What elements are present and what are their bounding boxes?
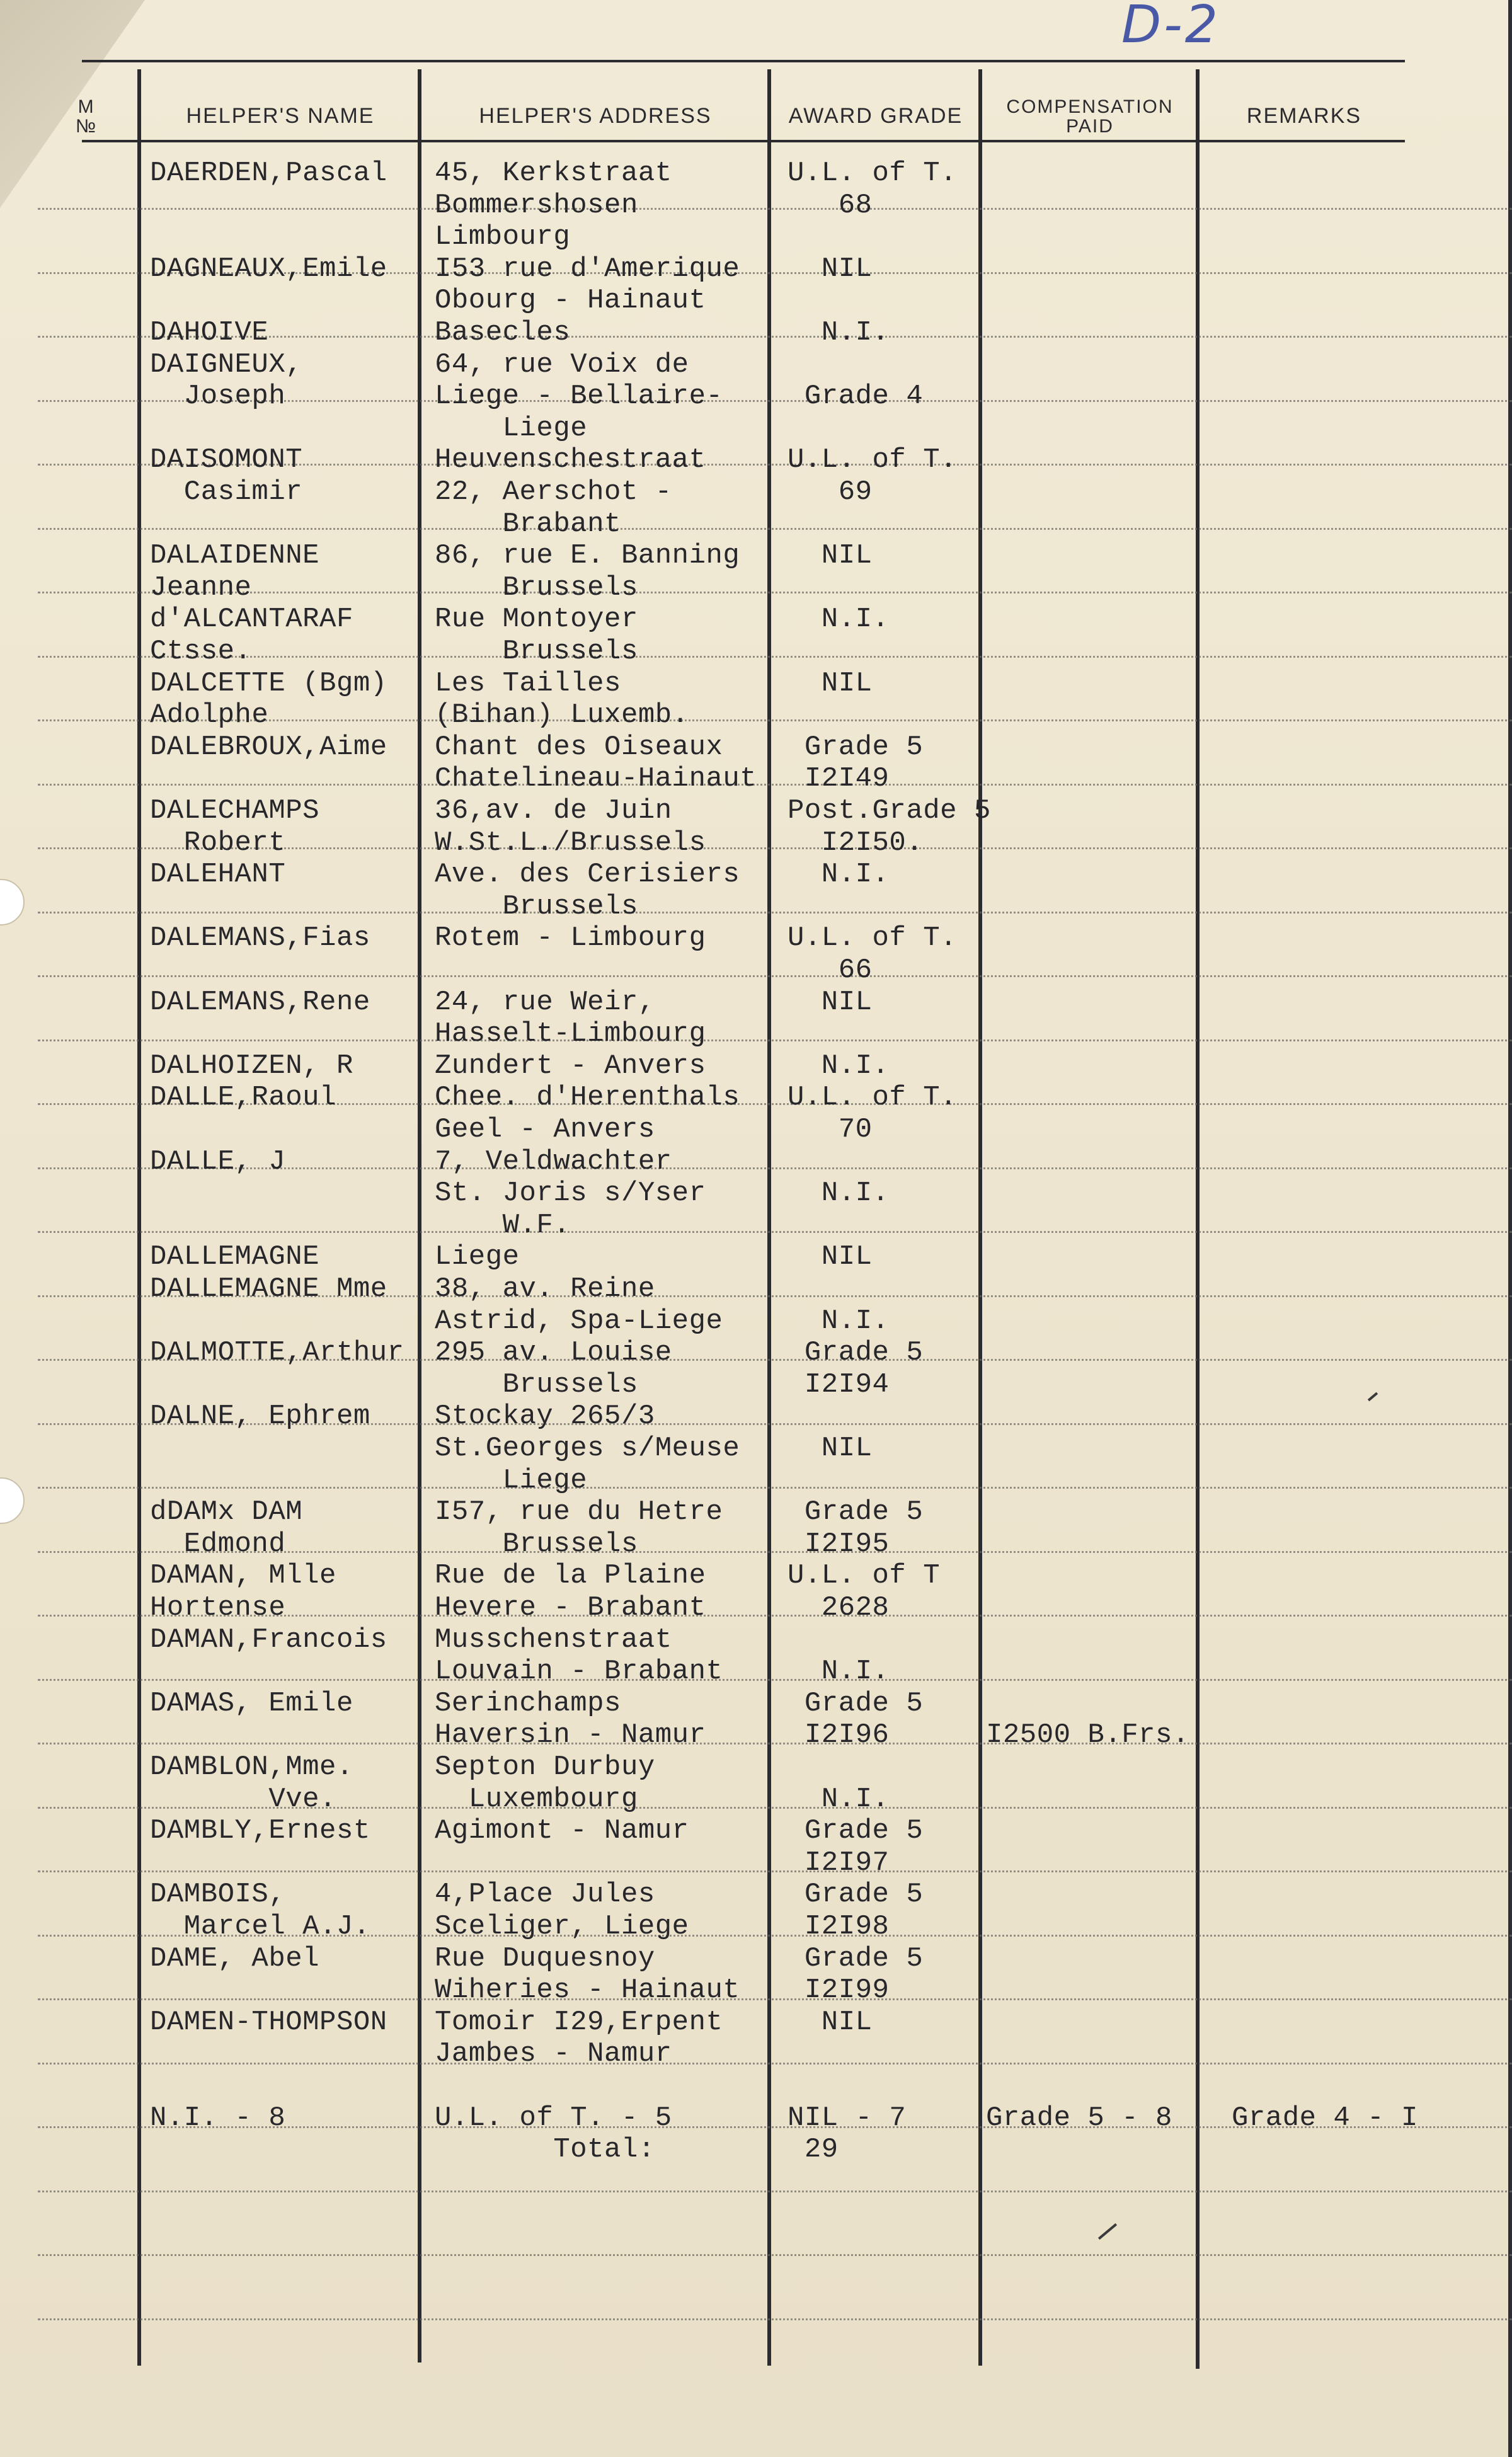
- helper-address-text: Chatelineau-Hainaut: [435, 763, 757, 795]
- helper-address-text: Haversin - Namur: [435, 1719, 706, 1751]
- award-grade-text: N.I.: [788, 317, 890, 348]
- helper-address-text: Chee. d'Herenthals: [435, 1082, 740, 1114]
- award-grade-text: Grade 5: [788, 1879, 924, 1911]
- helper-name-text: DAIGNEUX,: [150, 348, 303, 381]
- header-claim-number: M №: [76, 96, 98, 137]
- helper-address-text: Brussels: [435, 1528, 638, 1560]
- helper-name-text: Edmond: [150, 1528, 286, 1560]
- helper-address-text: Limbourg: [435, 221, 571, 253]
- helper-address-text: Obourg - Hainaut: [435, 285, 706, 317]
- punch-hole: [0, 1477, 25, 1524]
- dotted-rule-line: [38, 1231, 1512, 1233]
- compensation-text: I2500 B.Frs.: [986, 1719, 1189, 1751]
- dotted-rule-line: [38, 2318, 1512, 2320]
- award-grade-text: NIL: [788, 253, 873, 285]
- helper-address-text: Musschenstraat: [435, 1624, 672, 1656]
- column-divider: [137, 69, 141, 2366]
- punch-hole: [0, 879, 25, 925]
- award-grade-text: 69: [788, 476, 873, 508]
- award-grade-text: NIL: [788, 1433, 873, 1464]
- helper-address-text: Heuvenschestraat: [435, 444, 706, 476]
- helper-address-text: Hevere - Brabant: [435, 1592, 706, 1624]
- dotted-rule-line: [38, 975, 1512, 977]
- helper-address-text: Rue Duquesnoy: [435, 1942, 655, 1974]
- header-helpers-address: HELPER'S ADDRESS: [479, 104, 712, 129]
- helper-name-text: DALLE,Raoul: [150, 1082, 336, 1114]
- helper-address-text: (Bihan) Luxemb.: [435, 699, 689, 731]
- award-grade-text: NIL - 7: [788, 2102, 907, 2134]
- award-grade-text: I2I96: [788, 1719, 890, 1751]
- helper-name-text: DAMBOIS,: [150, 1879, 286, 1911]
- helper-name-text: DAMEN-THOMPSON: [150, 2006, 387, 2038]
- helper-name-text: Hortense: [150, 1592, 286, 1624]
- helper-address-text: 36,av. de Juin: [435, 795, 672, 827]
- helper-address-text: 4,Place Jules: [435, 1879, 655, 1911]
- award-grade-text: I2I99: [788, 1974, 890, 2007]
- helper-name-text: DALCETTE (Bgm): [150, 667, 387, 699]
- helper-name-text: d'ALCANTARAF: [150, 604, 353, 636]
- award-grade-text: NIL: [788, 667, 873, 699]
- helper-name-text: Joseph: [150, 381, 286, 413]
- helper-address-text: 295 av. Louise: [435, 1337, 672, 1369]
- award-grade-text: Grade 5: [788, 1496, 924, 1528]
- helper-address-text: 7, Veldwachter: [435, 1145, 672, 1177]
- helper-name-text: N.I. - 8: [150, 2102, 286, 2134]
- helper-name-text: DALLEMAGNE: [150, 1241, 320, 1273]
- dotted-rule-line: [38, 528, 1512, 530]
- helper-name-text: DALLE, J: [150, 1145, 286, 1177]
- column-divider: [1196, 69, 1200, 2369]
- helper-address-text: Astrid, Spa-Liege: [435, 1305, 723, 1337]
- award-grade-text: N.I.: [788, 1656, 890, 1688]
- helper-address-text: Geel - Anvers: [435, 1114, 655, 1145]
- dotted-rule-line: [38, 1870, 1512, 1872]
- helper-address-text: Liege: [435, 1241, 520, 1273]
- award-grade-text: NIL: [788, 986, 873, 1018]
- award-grade-text: N.I.: [788, 1783, 890, 1815]
- helper-name-text: Adolphe: [150, 699, 269, 731]
- helper-address-text: Tomoir I29,Erpent: [435, 2006, 723, 2038]
- column-divider: [978, 69, 982, 2366]
- award-grade-text: NIL: [788, 540, 873, 572]
- award-grade-text: 70: [788, 1114, 873, 1145]
- helper-name-text: Marcel A.J.: [150, 1911, 370, 1942]
- award-grade-text: I2I98: [788, 1911, 890, 1942]
- helper-address-text: Ave. des Cerisiers: [435, 859, 740, 891]
- award-grade-text: 66: [788, 954, 873, 986]
- dotted-rule-line: [38, 656, 1512, 658]
- helper-address-text: Hasselt-Limbourg: [435, 1018, 706, 1050]
- helper-address-text: 45, Kerkstraat: [435, 158, 672, 189]
- helper-name-text: DAMBLON,Mme.: [150, 1751, 353, 1783]
- helper-name-text: Robert: [150, 827, 286, 859]
- dotted-rule-line: [38, 2063, 1512, 2065]
- dotted-rule-line: [38, 1040, 1512, 1041]
- header-remarks: REMARKS: [1246, 104, 1362, 129]
- award-grade-text: U.L. of T.: [788, 444, 958, 476]
- award-grade-text: I2I49: [788, 763, 890, 795]
- award-grade-text: Post.Grade 5: [788, 795, 991, 827]
- helper-address-text: Liege: [435, 1464, 588, 1496]
- award-grade-text: U.L. of T.: [788, 1082, 958, 1114]
- helper-address-text: 64, rue Voix de: [435, 348, 689, 381]
- award-grade-text: 29: [788, 2134, 839, 2166]
- helper-address-text: Rue Montoyer: [435, 604, 638, 636]
- award-grade-text: Grade 5: [788, 731, 924, 763]
- helper-name-text: DALEMANS,Rene: [150, 986, 370, 1018]
- helper-name-text: DALECHAMPS: [150, 795, 320, 827]
- award-grade-text: 2628: [788, 1592, 890, 1624]
- helper-name-text: DAISOMONT: [150, 444, 303, 476]
- helper-name-text: DAME, Abel: [150, 1942, 320, 1974]
- dotted-rule-line: [38, 592, 1512, 593]
- award-grade-text: N.I.: [788, 859, 890, 891]
- award-grade-text: N.I.: [788, 604, 890, 636]
- helper-name-text: dDAMx DAM: [150, 1496, 303, 1528]
- helper-address-text: Wiheries - Hainaut: [435, 1974, 740, 2007]
- helper-address-text: Serinchamps: [435, 1687, 621, 1719]
- folded-corner: [0, 0, 145, 208]
- dotted-rule-line: [38, 2254, 1512, 2256]
- award-grade-text: I2I50.: [788, 827, 924, 859]
- header-helpers-name: HELPER'S NAME: [186, 104, 375, 129]
- compensation-text: Grade 5 - 8: [986, 2102, 1172, 2134]
- dotted-rule-line: [38, 912, 1512, 914]
- award-grade-text: Grade 5: [788, 1942, 924, 1974]
- helper-address-text: Jambes - Namur: [435, 2038, 672, 2070]
- helper-name-text: Casimir: [150, 476, 303, 508]
- helper-name-text: DALEMANS,Fias: [150, 922, 370, 954]
- award-grade-text: I2I95: [788, 1528, 890, 1560]
- helper-name-text: DALHOIZEN, R: [150, 1050, 353, 1082]
- helper-address-text: Luxembourg: [435, 1783, 638, 1815]
- helper-address-text: W.F.: [435, 1209, 571, 1241]
- helper-address-text: Basecles: [435, 317, 571, 348]
- award-grade-text: NIL: [788, 1241, 873, 1273]
- header-award-grade: AWARD GRADE: [788, 104, 963, 129]
- helper-address-text: Zundert - Anvers: [435, 1050, 706, 1082]
- award-grade-text: I2I94: [788, 1368, 890, 1400]
- helper-address-text: Brussels: [435, 1368, 638, 1400]
- helper-address-text: I57, rue du Hetre: [435, 1496, 723, 1528]
- remarks-text: Grade 4 - I: [1232, 2102, 1418, 2134]
- award-grade-text: Grade 5: [788, 1815, 924, 1847]
- award-grade-text: Grade 5: [788, 1337, 924, 1369]
- column-divider: [418, 69, 421, 2362]
- helper-address-text: Chant des Oiseaux: [435, 731, 723, 763]
- helper-address-text: U.L. of T. - 5: [435, 2102, 672, 2134]
- helper-address-text: 22, Aerschot -: [435, 476, 672, 508]
- award-grade-text: I2I97: [788, 1847, 890, 1879]
- helper-address-text: Sceliger, Liege: [435, 1911, 689, 1942]
- award-grade-text: U.L. of T: [788, 1560, 941, 1592]
- dotted-rule-line: [38, 208, 1512, 210]
- award-grade-text: N.I.: [788, 1050, 890, 1082]
- helper-address-text: Total:: [435, 2134, 655, 2166]
- helper-name-text: DAMAS, Emile: [150, 1687, 353, 1719]
- dotted-rule-line: [38, 1998, 1512, 2000]
- helper-address-text: Septon Durbuy: [435, 1751, 655, 1783]
- helper-name-text: DAMBLY,Ernest: [150, 1815, 370, 1847]
- helper-name-text: DALEBROUX,Aime: [150, 731, 387, 763]
- helper-address-text: Liege - Bellaire-: [435, 381, 723, 413]
- column-divider: [767, 69, 771, 2366]
- dotted-rule-line: [38, 784, 1512, 786]
- pen-mark: [1368, 1392, 1378, 1402]
- helper-address-text: Agimont - Namur: [435, 1815, 689, 1847]
- dotted-rule-line: [38, 1679, 1512, 1681]
- award-grade-text: Grade 4: [788, 381, 924, 413]
- helper-address-text: St.Georges s/Meuse: [435, 1433, 740, 1464]
- helper-address-text: Brabant: [435, 508, 621, 540]
- helper-address-text: Stockay 265/3: [435, 1400, 655, 1433]
- helper-name-text: DALEHANT: [150, 859, 286, 891]
- helper-name-text: DAGNEAUX,Emile: [150, 253, 387, 285]
- helper-address-text: I53 rue d'Amerique: [435, 253, 740, 285]
- dotted-rule-line: [38, 1487, 1512, 1489]
- helper-name-text: DALLEMAGNE Mme: [150, 1273, 387, 1305]
- helper-address-text: Louvain - Brabant: [435, 1656, 723, 1688]
- helper-address-text: 38, av. Reine: [435, 1273, 655, 1305]
- award-grade-text: U.L. of T.: [788, 922, 958, 954]
- dotted-rule-line: [38, 1743, 1512, 1744]
- award-grade-text: NIL: [788, 2006, 873, 2038]
- helper-address-text: Brussels: [435, 571, 638, 604]
- helper-name-text: DAERDEN,Pascal: [150, 158, 387, 189]
- award-grade-text: 68: [788, 189, 873, 221]
- pen-mark: [1098, 2223, 1117, 2240]
- helper-name-text: DALAIDENNE: [150, 540, 320, 572]
- award-grade-text: U.L. of T.: [788, 158, 958, 189]
- helper-name-text: DALNE, Ephrem: [150, 1400, 370, 1433]
- page-code: D-2: [1121, 0, 1220, 55]
- helper-address-text: W.St.L./Brussels: [435, 827, 706, 859]
- helper-name-text: DALMOTTE,Arthur: [150, 1337, 404, 1369]
- helper-address-text: Liege: [435, 412, 588, 444]
- dotted-rule-line: [38, 2191, 1512, 2192]
- helper-address-text: Brussels: [435, 636, 638, 667]
- award-grade-text: Grade 5: [788, 1687, 924, 1719]
- award-grade-text: N.I.: [788, 1305, 890, 1337]
- helper-address-text: Les Tailles: [435, 667, 621, 699]
- top-rule: [82, 60, 1405, 62]
- helper-address-text: St. Joris s/Yser: [435, 1177, 706, 1210]
- helper-address-text: 86, rue E. Banning: [435, 540, 740, 572]
- helper-name-text: DAMAN, Mlle: [150, 1560, 336, 1592]
- helper-address-text: 24, rue Weir,: [435, 986, 655, 1018]
- page-edge: [1508, 0, 1512, 2457]
- helper-address-text: Bommershosen: [435, 189, 638, 221]
- helper-address-text: Brussels: [435, 890, 638, 922]
- helper-address-text: Rue de la Plaine: [435, 1560, 706, 1592]
- helper-name-text: Vve.: [150, 1783, 336, 1815]
- helper-name-text: Jeanne: [150, 571, 252, 604]
- award-grade-text: N.I.: [788, 1177, 890, 1210]
- helper-name-text: Ctsse.: [150, 636, 252, 667]
- helper-name-text: DAMAN,Francois: [150, 1624, 387, 1656]
- helper-address-text: Rotem - Limbourg: [435, 922, 706, 954]
- helper-name-text: DAHOIVE: [150, 317, 269, 348]
- header-compensation-paid: COMPENSATION PAID: [1006, 96, 1174, 137]
